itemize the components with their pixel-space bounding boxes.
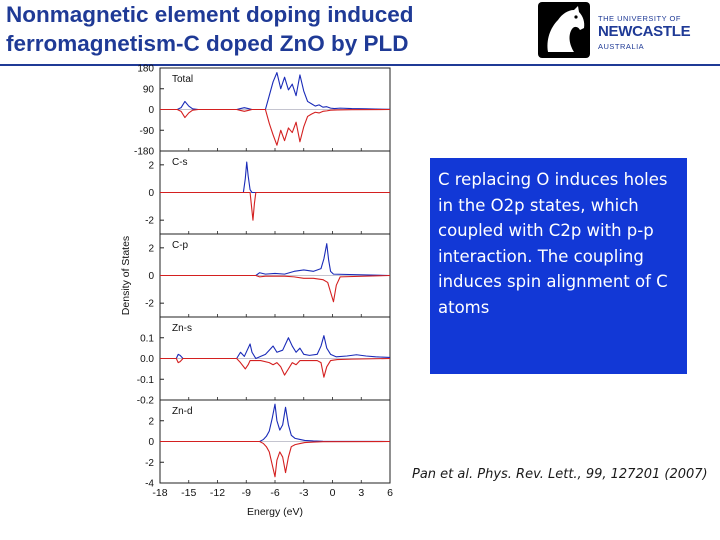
x-tick-label: -6	[270, 487, 280, 499]
y-tick-label: 2	[148, 160, 154, 172]
x-tick-label: -18	[152, 487, 168, 499]
dos-chart	[115, 62, 397, 522]
y-tick-label: -2	[145, 298, 154, 310]
explanation-box: C replacing O induces holes in the O2p states, which coupled with C2p with p-p interaction. The coupling induces spin alignment of C atoms	[430, 158, 687, 374]
panel-label: Zn-s	[172, 323, 192, 334]
dos-line	[160, 442, 390, 477]
dos-line	[160, 244, 390, 276]
horse-head-icon	[538, 2, 590, 58]
x-axis-label: Energy (eV)	[246, 506, 304, 518]
dos-line	[160, 276, 390, 302]
logo-text-line-2: NEWCASTLE	[598, 23, 691, 40]
university-logo	[538, 0, 698, 60]
y-tick-label: -0.1	[136, 374, 154, 386]
y-tick-label: -2	[145, 215, 154, 227]
panel-label: C-p	[172, 240, 189, 251]
x-tick-label: 6	[387, 487, 393, 499]
logo-text-line-3: AUSTRALIA	[598, 42, 645, 51]
x-tick-label: 0	[329, 487, 336, 499]
y-tick-label: -0.2	[136, 395, 154, 407]
slide-title	[6, 0, 526, 58]
panel-label: Zn-d	[172, 406, 193, 417]
y-tick-label: 0	[148, 437, 154, 448]
y-tick-label: -2	[145, 457, 154, 469]
y-tick-label: 90	[142, 84, 154, 96]
y-tick-label: 0.0	[140, 354, 154, 365]
title-line-2: ferromagnetism-C doped ZnO by PLD	[6, 31, 409, 56]
y-tick-label: 0	[148, 105, 154, 116]
y-tick-label: 180	[137, 63, 154, 75]
dos-line	[160, 336, 390, 359]
dos-line	[160, 110, 390, 146]
y-tick-label: 0.1	[140, 333, 154, 345]
dos-line	[160, 193, 390, 221]
dos-line	[160, 73, 390, 110]
y-tick-label: -4	[145, 478, 154, 490]
dos-line	[160, 359, 390, 378]
dos-line	[160, 404, 390, 441]
citation: Pan et al. Phys. Rev. Lett., 99, 127201 (2007)	[412, 467, 708, 482]
panel-label: C-s	[172, 157, 188, 168]
x-tick-label: -15	[181, 487, 197, 499]
logo-text-line-1: THE UNIVERSITY OF	[598, 14, 681, 23]
panel-label: Total	[172, 74, 194, 85]
y-tick-label: -90	[139, 125, 154, 137]
x-tick-label: 3	[358, 487, 365, 499]
title-line-1: Nonmagnetic element doping induced	[6, 2, 414, 27]
x-tick-label: -12	[209, 487, 226, 499]
y-tick-label: 2	[148, 243, 154, 255]
x-tick-label: -9	[241, 487, 251, 499]
x-tick-label: -3	[299, 487, 309, 499]
y-tick-label: -180	[133, 146, 154, 158]
y-axis-label: Density of States	[120, 235, 132, 316]
y-tick-label: 0	[148, 271, 154, 282]
y-tick-label: 0	[148, 188, 154, 199]
y-tick-label: 2	[148, 416, 154, 428]
dos-line	[160, 162, 390, 192]
